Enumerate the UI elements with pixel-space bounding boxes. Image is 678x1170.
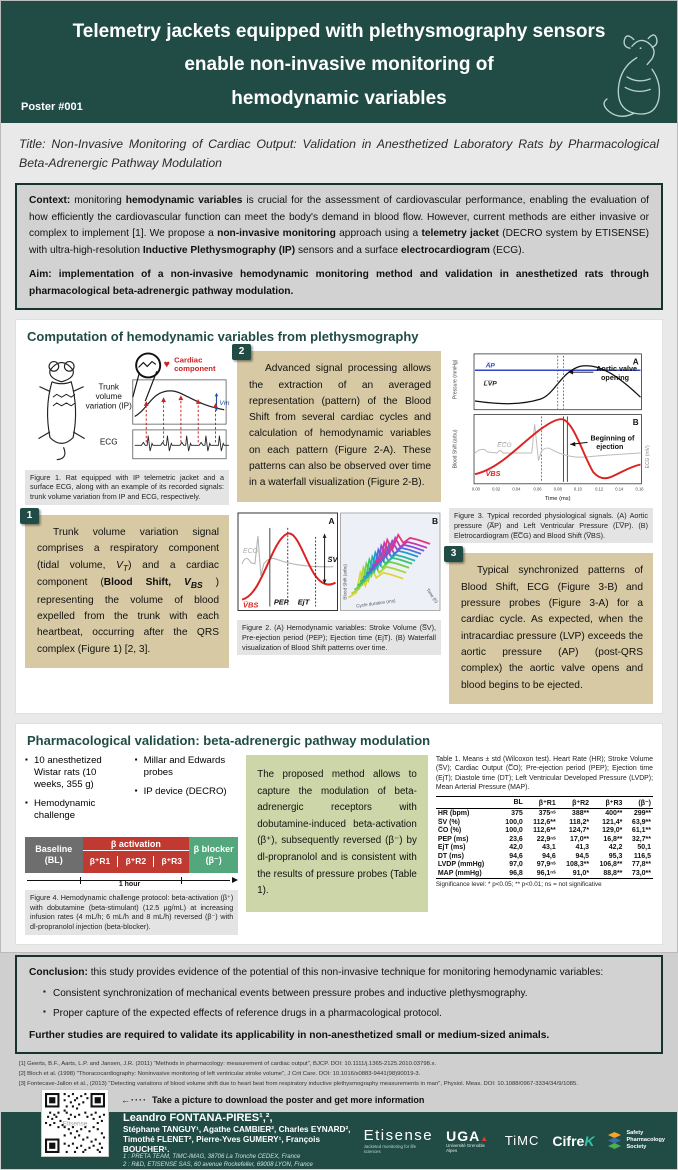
section2-heading: Pharmacological validation: beta-adrenergic pathway modulation xyxy=(27,732,431,748)
author-line: Stéphane TANGUY¹, Agathe CAMBIER², Charles EYNARD², xyxy=(123,1124,351,1134)
qr-watermark: Etisense xyxy=(62,1120,88,1128)
title-line-2: enable non-invasive monitoring of xyxy=(184,54,494,76)
conclusion-bullet: ▪ Consistent synchronization of mechanical events between pressure probes and inductive plethysmography. xyxy=(43,986,649,1002)
svg-text:Time (h): Time (h) xyxy=(425,587,439,604)
svg-text:0.06: 0.06 xyxy=(533,486,542,492)
svg-text:0.02: 0.02 xyxy=(492,486,501,492)
bullet-item: ▪ IP device (DECRO) xyxy=(135,786,239,798)
conclusion-lead: Conclusion: this study provides evidence of the potential of this non-invasive technique for monitoring hemodynamic variables: xyxy=(29,966,604,978)
figure-4-timescale: 1 hour xyxy=(25,876,238,890)
context-paragraph: Context: monitoring hemodynamic variables is crucial for the assessment of cardiovascular performance, enabling the evaluation of how efficiently the cardiovascular function can meet the body's demand in blood flow. However, current methods are either invasive or complex to implement [1]. We propose a non-invasive monitoring approach using a telemetry jacket (DECRO system by ETISENSE) with ultra-high-resolution Inductive Plethysmography (IP) sensors and a surface electrocardiogram (ECG). xyxy=(29,195,650,256)
table-row: DT (ms) 94,6 94,6 94,5 95,3 116,5 xyxy=(437,852,651,860)
section-computation xyxy=(15,319,663,714)
title-line-3: hemodynamic variables xyxy=(231,87,447,109)
svg-text:S̅V: S̅V xyxy=(327,554,338,564)
sps-diamond-icon xyxy=(607,1132,622,1149)
svg-text:ECG: ECG xyxy=(242,547,259,555)
svg-text:0.12: 0.12 xyxy=(595,486,604,492)
baseline-segment: Baseline (BL) xyxy=(25,837,83,873)
table-row: EjT (ms) 42,0 43,1 41,3 42,2 50,1 xyxy=(437,844,651,852)
conclusion-final: Further studies are required to validate its applicability in non-anesthetized small or medium-sized animals. xyxy=(29,1029,550,1041)
aim-paragraph: Aim: implementation of a non-invasive hemodynamic monitoring method and validation in anesthetized rats through pharmacological beta-adrenergic pathway modulation. xyxy=(29,269,649,297)
table-footnote: Significance level: * p<0.05; ** p<0.01; ns = not significative xyxy=(435,880,602,888)
block-2-badge: 2 xyxy=(232,344,251,360)
svg-text:A̅P: A̅P xyxy=(485,362,495,370)
svg-text:ECG: ECG xyxy=(99,437,118,447)
authors-block xyxy=(123,1112,364,1170)
affiliation: 1 : PRETA TEAM, TIMC-IMAG, 38706 La Tronche CEDEX, France xyxy=(123,1154,301,1161)
table-row: HR (bpm) 375 375ⁿˢ 388** 400** 299** xyxy=(437,809,651,817)
svg-text:variation (IP): variation (IP) xyxy=(85,401,132,411)
figure-3 xyxy=(449,351,653,543)
svg-text:volume: volume xyxy=(95,392,122,402)
table-1-caption: Table 1. Means ± std (Wilcoxon test). Heart Rate (HR); Stroke Volume (S̅V); Cardiac Output (C̅O); Pre-ejection period (PEP); Ejection time (EjT); Diastole time (DT); Left Ventricular Developed Pressure (LVDP); Mean Arterial Pressure (MAP). xyxy=(435,755,653,791)
svg-text:PEP: PEP xyxy=(273,597,289,607)
rat-illustration-icon xyxy=(597,29,663,121)
svg-text:L̅V̅P: L̅V̅P xyxy=(483,380,497,388)
svg-text:Vт: Vт xyxy=(219,400,230,408)
svg-text:B: B xyxy=(432,515,439,526)
cifre-k-glyph: K xyxy=(584,1132,595,1149)
figure-3-graphic xyxy=(449,351,653,503)
timc-logo: TiMC xyxy=(504,1133,540,1149)
beta-blocker-segment: β blocker (β⁻) xyxy=(189,837,238,873)
qr-code xyxy=(41,1089,109,1157)
references xyxy=(19,1060,659,1089)
bullet-item: ▪ 10 anesthetized Wistar rats (10 weeks, 355 g) xyxy=(25,755,129,791)
context-aim-box xyxy=(15,183,663,310)
figure-2 xyxy=(237,512,441,656)
uga-triangle-icon: ▲ xyxy=(480,1133,490,1143)
title-line-1: Telemetry jackets equipped with plethysmography sensors xyxy=(72,21,606,42)
svg-text:0.08: 0.08 xyxy=(553,486,562,492)
section1-heading: Computation of hemodynamic variables from plethysmography xyxy=(27,329,419,345)
poster-title xyxy=(21,15,657,115)
svg-text:Time (ms): Time (ms) xyxy=(544,496,571,503)
author-line: Timothé FLENET², Pierre-Yves GUMERY¹, François BOUCHER¹. xyxy=(123,1134,320,1154)
svg-text:Aortic valve: Aortic valve xyxy=(596,364,638,374)
svg-text:Trunk: Trunk xyxy=(98,382,119,392)
svg-text:A: A xyxy=(632,357,639,367)
svg-text:V̅BS: V̅BS xyxy=(242,600,259,610)
poster-header xyxy=(1,1,677,123)
svg-text:E̅C̅G: E̅C̅G xyxy=(497,442,512,450)
svg-text:A: A xyxy=(328,515,335,526)
text-block-1: 1 Trunk volume variation signal comprises a respiratory component (tidal volume, $V_T$) and a cardiac component (Blood Shift, $V_{BS}$ ) representing the volume of blood expelled from the trunk with each heartbeat, occurring after the QRS complex (Figure 1) [2, 3]. xyxy=(25,515,229,668)
svg-text:Pressure (mmHg): Pressure (mmHg) xyxy=(452,359,459,400)
conclusion-box xyxy=(15,955,663,1054)
svg-text:0.16: 0.16 xyxy=(635,486,644,492)
reference-item: [2] Bloch et al. (1998) "Thoracocardiography: Noninvasive monitoring of left ventricular stroke volume", J Crit Care. DOI: 10.1016/s0883-9441(98)90019-3. xyxy=(19,1070,421,1077)
table-1 xyxy=(436,755,653,888)
svg-text:opening: opening xyxy=(601,373,630,383)
left-arrow-icon: ←···· xyxy=(121,1095,147,1106)
sps-logo: Safety Pharmacology Society xyxy=(607,1130,665,1151)
figure-4-caption: Figure 4. Hemodynamic challenge protocol: beta-activation (β⁺) with dobutamine (beta-stimulant) (12.5 µg/mL) at increasing infusion rates (4 mL/h; 6 mL/h and 8 mL/h) reversed (β⁻) with dl-propranolol injection (beta-blocker). xyxy=(25,890,238,935)
proposal-box: The proposed method allows to capture the modulation of beta-adrenergic receptors with dobutamine-induced beta-activation (β⁺), subsequently reversed (β⁻) by dl-propranolol and is consistent with the results of pressure probes (Table 1). xyxy=(246,755,428,912)
svg-text:Cycle duration (ms): Cycle duration (ms) xyxy=(355,597,396,609)
svg-text:Beginning of: Beginning of xyxy=(590,433,635,443)
figure-2-caption: Figure 2. (A) Hemodynamic variables: Stroke Volume (S̅V), Pre-ejection period (PEP); Ejection time (EjT). (B) Waterfall visualization of Blood Shift patterns over time. xyxy=(237,620,441,655)
section-validation xyxy=(15,723,663,945)
poster-number: Poster #001 xyxy=(21,101,83,113)
table-row: S̅V (%) 100,0 112,6** 118,2* 121,4* 63,9** xyxy=(437,818,651,826)
svg-text:Cardiac: Cardiac xyxy=(174,355,203,365)
svg-text:EjT: EjT xyxy=(297,597,310,607)
qr-code-icon xyxy=(45,1093,105,1153)
svg-text:ECG (mV): ECG (mV) xyxy=(645,445,652,469)
svg-text:0.14: 0.14 xyxy=(615,486,624,492)
author-main: Leandro FONTANA-PIRES¹,², xyxy=(123,1111,273,1124)
methods-bullets xyxy=(25,755,238,829)
svg-text:component: component xyxy=(174,364,216,374)
svg-text:Blood Shift (arbu): Blood Shift (arbu) xyxy=(452,429,459,469)
svg-text:0.00: 0.00 xyxy=(471,486,480,492)
svg-text:V̅BS: V̅BS xyxy=(485,469,501,479)
paper-title: Title: Non-Invasive Monitoring of Cardiac Output: Validation in Anesthetized Laboratory Rats by Pharmacological Beta-Adrenergic Pathway Modulation xyxy=(19,137,659,171)
figure-1-caption: Figure 1. Rat equipped with IP telemetric jacket and a surface ECG, along with an example of its recorded signals: trunk volume variation from IP and ECG, respectively. xyxy=(25,470,229,505)
etisense-logo: Etisense Jacketed monitoring for life sciences xyxy=(363,1127,434,1155)
uga-logo: UGA▲ Université Grenoble Alpes xyxy=(446,1127,490,1153)
reference-item: [3] Fontecave-Jallon et al., (2013) "Detecting variations of blood volume shift due to heart beat from respiratory inductive plethysmography measurements in man", Physiol. Meas. DOI: 10.1088/0967-3334/34/9/1085. xyxy=(19,1080,578,1087)
partner-logos xyxy=(364,1127,665,1154)
svg-text:0.04: 0.04 xyxy=(512,486,521,492)
figure-1 xyxy=(25,351,229,505)
figure-2-graphic xyxy=(237,512,441,615)
table-row: MAP (mmHg) 96,8 96,1ⁿˢ 91,0* 88,8** 73,0** xyxy=(437,870,651,878)
bullet-item: ▪ Millar and Edwards probes xyxy=(135,755,239,779)
results-table: BL β⁺R1 β⁺R2 β⁺R3 (β⁻) HR (bpm) 375 375ⁿˢ 388** 400** 299** S̅V (%) 100,0 112,6** 118,2* 121,4* 63,9** C̅O (%) 100,0 112,6** 124,7* 129,0* 61,1** PEP (ms) 23,6 22,9ⁿˢ 17,0** 16,8** 32,7** EjT (ms) 42,0 43,1 41,3 42,2 50,1 DT (ms) 94,6 94,6 94,5 95,3 116,5 LVDP (mmHg) 97,0 97,9ⁿˢ 108,3** 106,8** 77,8** MAP (mmHg) 96,8 96,1ⁿˢ 91,0* 88,8** 73,0** xyxy=(436,796,653,879)
figure-3-caption: Figure 3. Typical recorded physiological signals. (A) Aortic pressure (A̅P) and Left Ventricular Pressure (L̅V̅P). (B) Eletrocardiogram (E̅C̅G) and Blood Shift (V̅BS). xyxy=(449,508,653,543)
svg-text:Blood Shift (arbu): Blood Shift (arbu) xyxy=(342,563,348,600)
affiliation: 2 : R&D, ETISENSE SAS, 60 avenue Rockefeller, 69008 LYON, France xyxy=(123,1162,313,1169)
bullet-item: ▪ Hemodynamic challenge xyxy=(25,798,129,822)
figure-1-graphic xyxy=(25,351,229,465)
block-1-badge: 1 xyxy=(20,508,39,524)
svg-text:B: B xyxy=(632,418,639,428)
text-block-3: 3 Typical synchronized patterns of Blood Shift, ECG (Figure 3-B) and pressure probes (Figure 3-A) for a cardiac cycle. As expected, when the intracardiac pressure (LVP) exceeds the aortic pressure (AP) (post-QRS complex) the aortic valve opens and blood begins to be ejected. xyxy=(449,553,653,704)
text-block-2: 2 Advanced signal processing allows the extraction of an averaged representation (pattern) of the Blood Shift from several cardiac cycles and calculation of hemodynamic variables on each pattern (Figure 2-A). These patterns can also be observed over time in a waterfall visualization (Figure 2-B). xyxy=(237,351,441,502)
table-row: PEP (ms) 23,6 22,9ⁿˢ 17,0** 16,8** 32,7** xyxy=(437,835,651,843)
figure-4-protocol-bar xyxy=(25,837,238,873)
svg-text:ejection: ejection xyxy=(596,442,624,452)
table-row: LVDP (mmHg) 97,0 97,9ⁿˢ 108,3** 106,8** 77,8** xyxy=(437,861,651,869)
figure-4 xyxy=(25,837,238,935)
reference-item: [1] Geerts, B.F., Aarts, L.P. and Jansen, J.R. (2011) "Methods in pharmacology: measurement of cardiac output", BJCP. DOI: 10.1111/j.1365-2125.2010.03798.x. xyxy=(19,1061,437,1068)
block-3-badge: 3 xyxy=(444,546,463,562)
conclusion-bullet: ▪ Proper capture of the expected effects of reference drugs in a pharmacological protocol. xyxy=(43,1006,649,1022)
table-row: C̅O (%) 100,0 112,6** 124,7* 129,0* 61,1** xyxy=(437,827,651,835)
beta-activation-segment: β activation β⁺R1 β⁺R2 β⁺R3 xyxy=(83,837,190,873)
qr-instruction: ←···· Take a picture to download the poster and get more information xyxy=(121,1095,425,1106)
svg-text:0.10: 0.10 xyxy=(573,486,582,492)
cifre-logo: CifreK xyxy=(552,1132,595,1149)
heart-icon: ♥ xyxy=(163,358,170,371)
footer-area xyxy=(1,1089,677,1169)
